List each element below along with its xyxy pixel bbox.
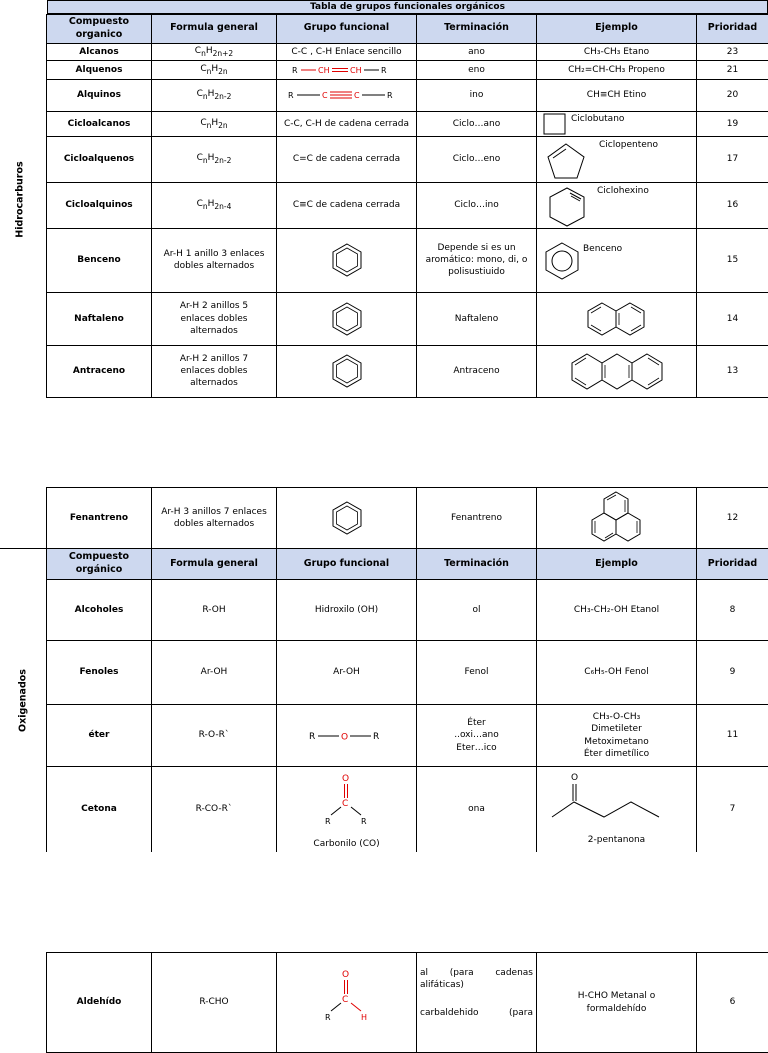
compound-name: Cetona (47, 767, 152, 853)
functional-group: C-C, C-H de cadena cerrada (277, 111, 417, 136)
double-bond-line (575, 358, 586, 365)
r-label: R (381, 66, 387, 75)
page-gap (0, 852, 768, 952)
ending: Éter ..oxi…ano Eter…ico (417, 705, 537, 767)
example: CH≡CH Etino (537, 79, 697, 111)
example (537, 228, 697, 292)
benzene-example-structure (543, 241, 581, 281)
header-formula: Formula general (152, 15, 277, 44)
table-header-row (47, 549, 768, 580)
compound-name: Alcoholes (47, 580, 152, 641)
ring (616, 513, 640, 541)
header-example: Ejemplo (537, 15, 697, 44)
general-formula: R-CHO (152, 953, 277, 1053)
example: CH₃-CH₃ Etano (537, 43, 697, 60)
bond-line (331, 807, 341, 815)
priority: 8 (697, 580, 768, 641)
functional-group: Hidroxilo (OH) (277, 580, 417, 641)
general-formula: $C_nH_{2n}$ (152, 111, 277, 136)
general-formula: Ar-H 2 anillos 5 enlaces dobles alternados (152, 292, 277, 345)
naphthalene-structure (585, 301, 649, 337)
table-row (47, 953, 768, 1053)
benzene-ring (333, 303, 361, 335)
compound-name: Aldehído (47, 953, 152, 1053)
header-ending: Terminación (417, 15, 537, 44)
general-formula: $C_nH_{2n-2}$ (152, 136, 277, 182)
example (537, 111, 697, 136)
bond-line (351, 807, 361, 815)
benzene-ring-icon (330, 500, 364, 536)
ending: ano (417, 43, 537, 60)
priority: 11 (697, 705, 768, 767)
ch-label: CH (350, 66, 362, 75)
example: C₆H₅-OH Fenol (537, 641, 697, 705)
general-formula: $C_nH_{2n+2}$ (152, 43, 277, 60)
cyclobutane-ring (544, 114, 565, 134)
functional-group (277, 345, 417, 397)
ring (604, 492, 628, 520)
general-formula: $C_nH_{2n}$ (152, 60, 277, 79)
r-label: R (361, 817, 367, 826)
o-label: O (342, 970, 349, 980)
ending: Fenantreno (417, 488, 537, 549)
carbon-chain (552, 802, 659, 817)
c-label: C (354, 91, 360, 100)
double-bond-line (648, 358, 659, 365)
aromatic-circle (552, 251, 572, 271)
table-row (47, 580, 768, 641)
functional-group (277, 79, 417, 111)
header-priority: Prioridad (697, 15, 768, 44)
ending: Depende si es un aromático: mono, di, o polisustiuido (417, 228, 537, 292)
r-label: R (288, 91, 294, 100)
table-row (47, 111, 768, 136)
compound-name: Naftaleno (47, 292, 152, 345)
alkene-structure (282, 63, 412, 77)
header-formula: Formula general (152, 549, 277, 580)
h-label: H (361, 1013, 367, 1022)
aldehyde-table (46, 952, 768, 1053)
example (537, 345, 697, 397)
example-label: Benceno (583, 243, 622, 255)
hydrocarbons-table (46, 14, 768, 398)
benzene-inner-ring (336, 359, 357, 383)
general-formula: Ar-H 1 anillo 3 enlaces dobles alternados (152, 228, 277, 292)
example-label: Ciclohexino (597, 185, 649, 197)
priority: 21 (697, 60, 768, 79)
ending: Ciclo…eno (417, 136, 537, 182)
compound-name: Alcanos (47, 43, 152, 60)
functional-group (277, 60, 417, 79)
benzene-ring-icon (330, 301, 364, 337)
benzene-ring (546, 243, 578, 279)
table-row (47, 228, 768, 292)
r-label: R (292, 66, 298, 75)
table-row (47, 641, 768, 705)
functional-group: C-C , C-H Enlace sencillo (277, 43, 417, 60)
oxygenated-table (46, 548, 768, 853)
triple-bond-line (571, 196, 580, 201)
functional-group (277, 767, 417, 853)
general-formula: Ar-H 3 anillos 7 enlaces dobles alternados (152, 488, 277, 549)
ring (592, 513, 616, 541)
table-row (47, 43, 768, 60)
table-row (47, 767, 768, 853)
priority: 16 (697, 182, 768, 228)
r-label: R (325, 1013, 331, 1022)
table-header-row (47, 15, 768, 44)
compound-name: Alquenos (47, 60, 152, 79)
benzene-ring-icon (330, 242, 364, 278)
header-priority: Prioridad (697, 549, 768, 580)
ring (632, 354, 662, 389)
example: H-CHO Metanal o formaldehído (537, 953, 697, 1053)
benzene-inner-ring (336, 307, 357, 331)
functional-group (277, 705, 417, 767)
example (537, 136, 697, 182)
r-label: R (325, 817, 331, 826)
ending: al (para cadenas alifáticas) carbaldehido (para (417, 953, 537, 1053)
aldehyde-structure (321, 967, 371, 1025)
general-formula: $C_nH_{2n-2}$ (152, 79, 277, 111)
table-row (47, 705, 768, 767)
functional-group (277, 228, 417, 292)
functional-group: Ar-OH (277, 641, 417, 705)
table-row (47, 60, 768, 79)
example: CH₃-CH₂-OH Etanol (537, 580, 697, 641)
bond-line (331, 1003, 341, 1011)
general-formula: R-OH (152, 580, 277, 641)
phenanthrene-structure (584, 490, 650, 546)
ring (588, 303, 616, 335)
functional-group: C=C de cadena cerrada (277, 136, 417, 182)
ending: Naftaleno (417, 292, 537, 345)
table-row (47, 136, 768, 182)
o-label: O (571, 773, 578, 783)
table-row (47, 182, 768, 228)
example-label: Ciclopenteno (599, 139, 658, 151)
c-label: C (342, 995, 348, 1005)
example (537, 488, 697, 549)
double-bond-line (648, 378, 659, 385)
compound-name: Antraceno (47, 345, 152, 397)
header-group: Grupo funcional (277, 549, 417, 580)
priority: 7 (697, 767, 768, 853)
o-label: O (341, 732, 348, 742)
section-label-oxygenated: Oxigenados (18, 656, 29, 746)
double-bond-line (553, 149, 566, 158)
benzene-inner-ring (336, 248, 357, 272)
header-compound: Compuesto organico (47, 15, 152, 44)
example-label: 2-pentanona (537, 834, 696, 846)
bond-line (351, 1003, 361, 1011)
o-label: O (342, 774, 349, 784)
ending: ol (417, 580, 537, 641)
general-formula: R-O-R` (152, 705, 277, 767)
header-compound: Compuesto orgánico (47, 549, 152, 580)
priority: 19 (697, 111, 768, 136)
functional-group (277, 953, 417, 1053)
priority: 12 (697, 488, 768, 549)
cyclohexyne-structure (547, 186, 587, 228)
header-group: Grupo funcional (277, 15, 417, 44)
r-label: R (373, 732, 379, 742)
ending: ino (417, 79, 537, 111)
compound-name: Cicloalcanos (47, 111, 152, 136)
compound-name: Benceno (47, 228, 152, 292)
functional-group (277, 488, 417, 549)
carbonyl-structure (321, 771, 371, 827)
pentanone-structure (549, 771, 669, 827)
priority: 9 (697, 641, 768, 705)
compound-name: Cicloalquenos (47, 136, 152, 182)
cyclohexyne-ring (550, 188, 584, 226)
ending: Fenol (417, 641, 537, 705)
compound-name: éter (47, 705, 152, 767)
priority: 13 (697, 345, 768, 397)
table-title: Tabla de grupos funcionales orgánicos (47, 0, 768, 14)
ending: eno (417, 60, 537, 79)
ending: Ciclo…ano (417, 111, 537, 136)
example (537, 767, 697, 853)
example (537, 182, 697, 228)
r-label: R (309, 732, 315, 742)
compound-name: Fenantreno (47, 488, 152, 549)
double-bond-line (607, 495, 616, 500)
alkyne-structure (282, 87, 412, 103)
priority: 20 (697, 79, 768, 111)
benzene-ring (333, 244, 361, 276)
ending: ona (417, 767, 537, 853)
example (537, 292, 697, 345)
table-row (47, 488, 768, 549)
table-row (47, 345, 768, 397)
benzene-ring (333, 502, 361, 534)
compound-name: Fenoles (47, 641, 152, 705)
table-row (47, 79, 768, 111)
ring (572, 354, 602, 389)
ch-label: CH (318, 66, 330, 75)
general-formula: Ar-H 2 anillos 7 enlaces dobles alternados (152, 345, 277, 397)
functional-group (277, 292, 417, 345)
general-formula: Ar-OH (152, 641, 277, 705)
benzene-ring (333, 355, 361, 387)
c-label: C (342, 799, 348, 809)
example-label: Ciclobutano (571, 113, 624, 125)
header-example: Ejemplo (537, 549, 697, 580)
c-label: C (322, 91, 328, 100)
compound-name: Cicloalquinos (47, 182, 152, 228)
priority: 23 (697, 43, 768, 60)
header-ending: Terminación (417, 549, 537, 580)
cyclopentene-structure (545, 141, 587, 181)
group-caption: Carbonilo (CO) (277, 838, 416, 850)
cyclobutane-structure (543, 113, 567, 135)
double-bond-line (575, 378, 586, 385)
benzene-inner-ring (336, 506, 357, 530)
r-label: R (387, 91, 393, 100)
ring (602, 354, 632, 389)
benzene-ring-icon (330, 353, 364, 389)
anthracene-structure (569, 352, 665, 390)
double-bond-line (605, 533, 613, 538)
example: CH₂=CH-CH₃ Propeno (537, 60, 697, 79)
example: CH₃-O-CH₃ Dimetileter Metoximetano Éter dimetílico (537, 705, 697, 767)
section-divider (0, 548, 46, 549)
priority: 17 (697, 136, 768, 182)
priority: 15 (697, 228, 768, 292)
priority: 6 (697, 953, 768, 1053)
general-formula: $C_nH_{2n-4}$ (152, 182, 277, 228)
table-row (47, 292, 768, 345)
ending: Ciclo…ino (417, 182, 537, 228)
ending: Antraceno (417, 345, 537, 397)
ring (616, 303, 644, 335)
section-label-hydrocarbons: Hidrocarburos (15, 155, 26, 245)
functional-group: C≡C de cadena cerrada (277, 182, 417, 228)
priority: 14 (697, 292, 768, 345)
phenanthrene-table (46, 487, 768, 549)
general-formula: R-CO-R` (152, 767, 277, 853)
compound-name: Alquinos (47, 79, 152, 111)
ether-structure (307, 729, 387, 743)
